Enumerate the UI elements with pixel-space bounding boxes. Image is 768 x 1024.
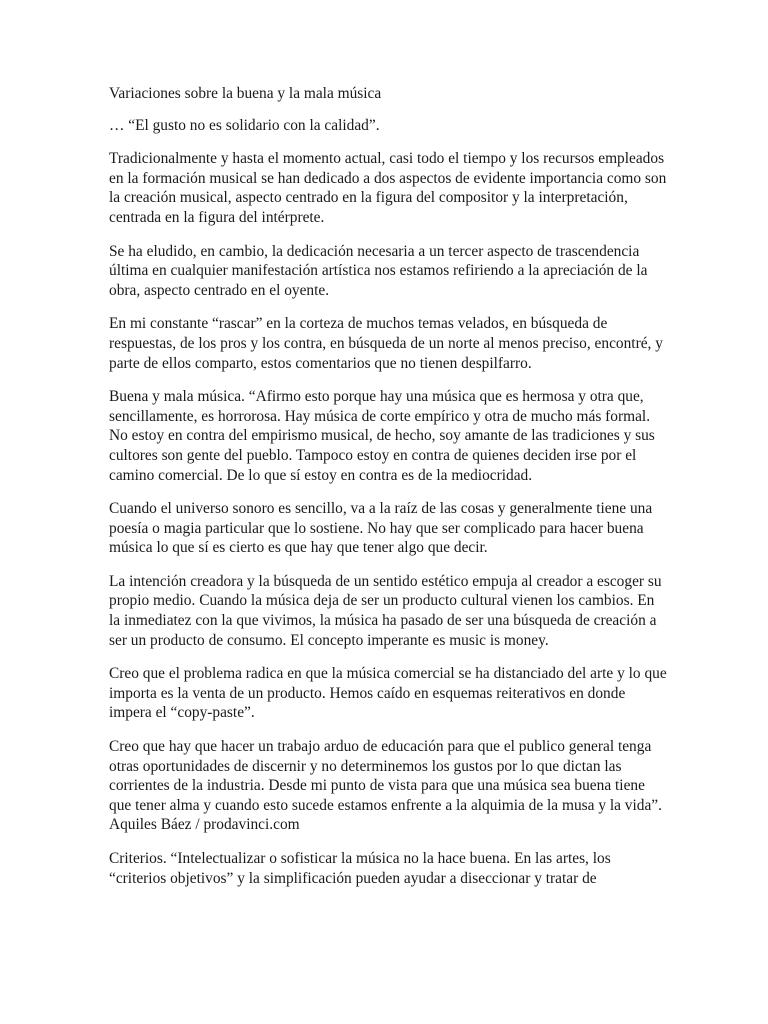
paragraph: Buena y mala música. “Afirmo esto porque hay una música que es hermosa y otra que, sencillamente, es horrorosa. Hay música de corte empírico y otra de mucho más formal. No estoy en contra del empirismo musical, de hecho, soy amante de las tradiciones y sus cultores son gente del pueblo. Tampoco estoy en contra de quienes deciden irse por el camino comercial. De lo que sí estoy en contra es de la mediocridad. bbox=[109, 388, 655, 484]
paragraph: Cuando el universo sonoro es sencillo, va a la raíz de las cosas y generalmente tiene una poesía o magia particular que lo sostiene. No hay que ser complicado para hacer buena música lo que sí es cierto es que hay que tener algo que decir. bbox=[109, 500, 653, 557]
paragraph: Criterios. “Intelectualizar o sofisticar la música no la hace buena. En las artes, los “criterios objetivos” y la simplificación pueden ayudar a diseccionar y tratar de bbox=[109, 850, 611, 887]
paragraph: Creo que hay que hacer un trabajo arduo de educación para que el publico general tenga otras oportunidades de discernir y no determinemos los gustos por lo que dictan las corrientes de la industria. Desde mi punto de vista para que una música sea buena tiene que tener alma y cuando esto sucede estamos enfrente a la alquimia de la musa y la vida”. Aquiles Báez / prodavinci.com bbox=[109, 738, 662, 834]
paragraph-epigraph: … “El gusto no es solidario con la calidad”. bbox=[109, 116, 380, 134]
document-page bbox=[109, 84, 669, 902]
paragraph: Creo que el problema radica en que la música comercial se ha distanciado del arte y lo que importa es la venta de un producto. Hemos caído en esquemas reiterativos en donde impera el “copy-paste”. bbox=[109, 665, 667, 722]
paragraph: En mi constante “rascar” en la corteza de muchos temas velados, en búsqueda de respuestas, de los pros y los contra, en búsqueda de un norte al menos preciso, encontré, y parte de ellos comparto, estos comentarios que no tienen despilfarro. bbox=[109, 315, 663, 372]
paragraph: Tradicionalmente y hasta el momento actual, casi todo el tiempo y los recursos empleados en la formación musical se han dedicado a dos aspectos de evidente importancia como son la creación musical, aspecto centrado en la figura del compositor y la interpretación, centrada en la figura del intérprete. bbox=[109, 150, 667, 226]
paragraph: La intención creadora y la búsqueda de un sentido estético empuja al creador a escoger su propio medio. Cuando la música deja de ser un producto cultural vienen los cambios. En la inmediatez con la que vivimos, la música ha pasado de ser una búsqueda de creación a ser un producto de consumo. El concepto imperante es music is money. bbox=[109, 572, 662, 649]
paragraph: Se ha eludido, en cambio, la dedicación necesaria a un tercer aspecto de trascendencia última en cualquier manifestación artística nos estamos refiriendo a la apreciación de la obra, aspecto centrado en el oyente. bbox=[109, 242, 648, 299]
document-title: Variaciones sobre la buena y la mala música bbox=[109, 85, 382, 102]
